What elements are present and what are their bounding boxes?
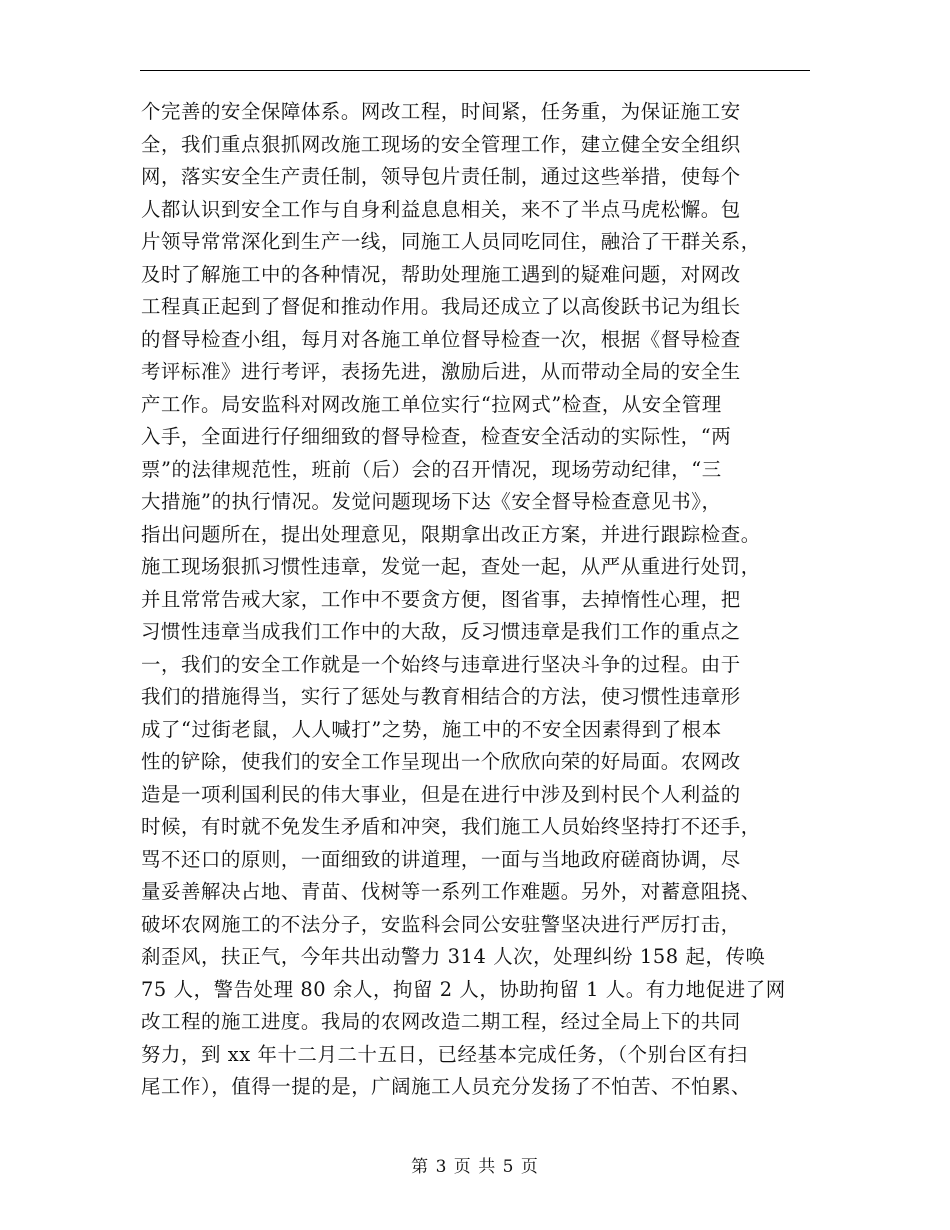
text-line: 尾工作），值得一提的是，广阔施工人员充分发扬了不怕苦、不怕累、 [141,1075,752,1098]
text-line: 及时了解施工中的各种情况，帮助处理施工遇到的疑难问题，对网改 [141,262,741,286]
text-line: 施工现场狠抓习惯性违章，发觉一起，查处一起，从严从重进行处罚， [141,555,761,578]
text-line: 改工程的施工进度。我局的农网改造二期工程，经过全局上下的共同 [141,1010,741,1033]
text-line: 并且常常告戒大家，工作中不要贪方便，图省事，去掉惰性心理，把 [141,587,741,611]
text-line: 时候，有时就不免发生矛盾和冲突，我们施工人员始终坚持打不还手， [141,815,761,838]
text-line: 片领导常常深化到生产一线，同施工人员同吃同住，融洽了干群关系， [141,230,761,253]
text-line: 票”的法律规范性，班前（后）会的召开情况，现场劳动纪律，“三 [141,457,722,481]
text-line: 刹歪风，扶正气，今年共出动警力 314 人次，处理纠纷 158 起，传唤 [141,945,766,968]
text-line: 75 人，警告处理 80 余人，拘留 2 人，协助拘留 1 人。有力地促进了网 [141,977,786,1001]
text-line: 我们的措施得当，实行了惩处与教育相结合的方法，使习惯性违章形 [141,685,741,708]
text-line: 性的铲除，使我们的安全工作呈现出一个欣欣向荣的好局面。农网改 [141,750,741,773]
page-footer: 第 3 页 共 5 页 [411,1157,539,1177]
header-rule [140,70,810,71]
text-line: 人都认识到安全工作与自身利益息息相关，来不了半点马虎松懈。包 [141,197,741,221]
text-line: 努力，到 xx 年十二月二十五日，已经基本完成任务，（个别台区有扫 [141,1042,748,1066]
text-line: 破坏农网施工的不法分子，安监科会同公安驻警坚决进行严厉打击， [141,912,741,936]
text-line: 考评标准》进行考评，表扬先进，激励后进，从而带动全局的安全生 [141,360,741,383]
text-line: 个完善的安全保障体系。网改工程，时间紧，任务重，为保证施工安 [141,100,741,123]
text-line: 产工作。局安监科对网改施工单位实行“拉网式”检查，从安全管理 [141,392,722,416]
text-line: 工程真正起到了督促和推动作用。我局还成立了以高俊跃书记为组长 [141,295,741,318]
text-line: 大措施”的执行情况。发觉问题现场下达《安全督导检查意见书》， [141,490,722,513]
text-line: 的督导检查小组，每月对各施工单位督导检查一次，根据《督导检查 [141,327,741,351]
text-line: 量妥善解决占地、青苗、伐树等一系列工作难题。另外，对蓄意阻挠、 [141,880,761,903]
text-line: 网，落实安全生产责任制，领导包片责任制，通过这些举措，使每个 [141,165,741,188]
text-line: 指出问题所在，提出处理意见，限期拿出改正方案，并进行跟踪检查。 [141,522,761,546]
text-line: 入手，全面进行仔细细致的督导检查，检查安全活动的实际性，“两 [141,425,732,448]
text-line: 造是一项利国利民的伟大事业，但是在进行中涉及到村民个人利益的 [141,782,741,806]
text-line: 一，我们的安全工作就是一个始终与违章进行坚决斗争的过程。由于 [141,652,741,676]
text-line: 骂不还口的原则，一面细致的讲道理，一面与当地政府磋商协调，尽 [141,847,741,871]
body-text [141,96,811,1104]
text-line: 全，我们重点狠抓网改施工现场的安全管理工作，建立健全安全组织 [141,132,741,156]
text-line: 成了“过街老鼠，人人喊打”之势，施工中的不安全因素得到了根本 [141,717,722,741]
text-line: 习惯性违章当成我们工作中的大敌，反习惯违章是我们工作的重点之 [141,620,741,643]
